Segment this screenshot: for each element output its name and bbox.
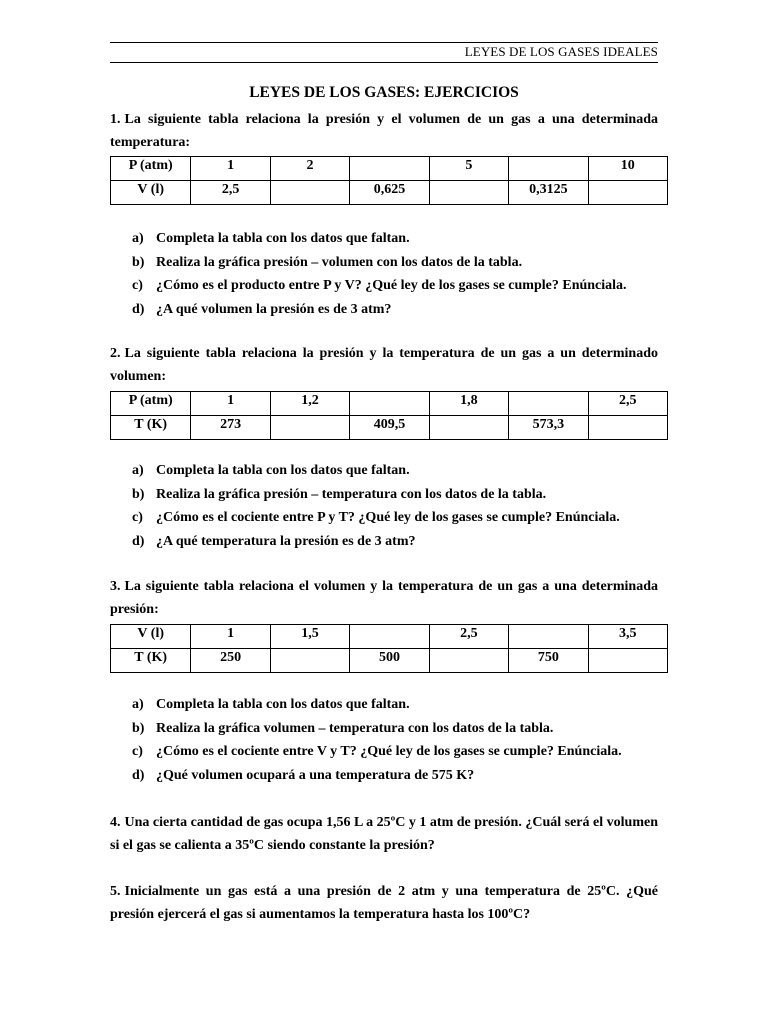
table-cell: 2 xyxy=(270,157,349,181)
table-cell: 2,5 xyxy=(429,625,508,649)
item-text: Realiza la gráfica presión – volumen con los datos de la tabla. xyxy=(156,254,523,270)
exercise-2-statement xyxy=(110,342,658,388)
item-text: Completa la tabla con los datos que faltan. xyxy=(156,697,410,712)
list-item xyxy=(132,301,627,325)
item-text: ¿Cómo es el cociente entre V y T? ¿Qué ley de los gases se cumple? Enúnciala. xyxy=(156,744,622,759)
table-cell: P (atm) xyxy=(111,392,191,416)
exercise-number: 2. xyxy=(110,346,121,361)
item-label: a) xyxy=(132,697,144,712)
running-head: LEYES DE LOS GASES IDEALES xyxy=(464,44,658,59)
exercise-1-items xyxy=(132,230,627,324)
table-row xyxy=(111,181,668,205)
table-cell xyxy=(588,649,667,673)
list-item xyxy=(132,720,622,744)
list-item xyxy=(132,230,627,254)
table-cell xyxy=(509,392,588,416)
exercise-1-statement xyxy=(110,108,658,154)
item-label: c) xyxy=(132,744,143,759)
item-label: d) xyxy=(132,767,145,783)
table-cell: 1,5 xyxy=(270,625,349,649)
table-cell: V (l) xyxy=(111,625,191,649)
table-row xyxy=(111,416,668,440)
table-cell: 1 xyxy=(191,157,270,181)
item-label: d) xyxy=(132,301,145,317)
exercise-text: La siguiente tabla relaciona la presión y el volumen de un gas a una determinada temperatura: xyxy=(110,112,658,150)
table-cell: 573,3 xyxy=(509,416,588,440)
table-cell: 750 xyxy=(509,649,588,673)
table-cell xyxy=(588,181,667,205)
item-label: c) xyxy=(132,278,143,293)
table-cell: 5 xyxy=(429,157,508,181)
exercise-3-items xyxy=(132,696,622,790)
table-row xyxy=(111,625,668,649)
item-text: Completa la tabla con los datos que faltan. xyxy=(156,463,410,478)
header-bottom-rule xyxy=(110,62,658,63)
table-cell xyxy=(350,157,429,181)
list-item xyxy=(132,509,620,533)
list-item xyxy=(132,277,627,301)
exercise-text: La siguiente tabla relaciona la presión y la temperatura de un gas a un determinado volumen: xyxy=(110,346,658,384)
item-text: ¿Qué volumen ocupará a una temperatura de 575 K? xyxy=(156,767,475,783)
exercise-3-table xyxy=(110,624,668,673)
table-cell xyxy=(350,392,429,416)
table-cell: 1 xyxy=(191,625,270,649)
table-cell: 409,5 xyxy=(350,416,429,440)
exercise-2-items xyxy=(132,462,620,556)
exercise-number: 4. xyxy=(110,815,121,830)
exercise-text: La siguiente tabla relaciona el volumen y la temperatura de un gas a una determinada presión: xyxy=(110,579,658,617)
item-label: d) xyxy=(132,533,145,549)
table-cell: 0,625 xyxy=(350,181,429,205)
table-row xyxy=(111,649,668,673)
table-cell: 273 xyxy=(191,416,270,440)
exercise-4-statement xyxy=(110,811,658,857)
table-cell xyxy=(509,625,588,649)
item-text: Realiza la gráfica presión – temperatura con los datos de la tabla. xyxy=(156,486,547,502)
exercise-text: Inicialmente un gas está a una presión de 2 atm y una temperatura de 25ºC. ¿Qué presión ejercerá el gas si aumentamos la temperatura hasta los 100ºC? xyxy=(110,884,658,922)
list-item xyxy=(132,462,620,486)
exercise-2-table xyxy=(110,391,668,440)
list-item xyxy=(132,533,620,557)
item-text: ¿A qué volumen la presión es de 3 atm? xyxy=(156,301,392,317)
list-item xyxy=(132,767,622,791)
table-cell: T (K) xyxy=(111,416,191,440)
item-label: b) xyxy=(132,254,145,270)
item-label: a) xyxy=(132,231,144,246)
table-cell xyxy=(350,625,429,649)
table-cell: 0,3125 xyxy=(509,181,588,205)
table-cell: P (atm) xyxy=(111,157,191,181)
item-text: ¿A qué temperatura la presión es de 3 atm? xyxy=(156,533,416,549)
table-cell xyxy=(429,649,508,673)
table-cell: 250 xyxy=(191,649,270,673)
table-cell: 10 xyxy=(588,157,667,181)
item-label: a) xyxy=(132,463,144,478)
table-cell xyxy=(270,649,349,673)
item-text: Realiza la gráfica volumen – temperatura con los datos de la tabla. xyxy=(156,720,554,736)
table-cell: 2,5 xyxy=(588,392,667,416)
table-cell: 1,8 xyxy=(429,392,508,416)
exercise-text: Una cierta cantidad de gas ocupa 1,56 L a 25ºC y 1 atm de presión. ¿Cuál será el volumen si el gas se calienta a 35ºC siendo constante la presión? xyxy=(110,815,658,853)
exercise-1-table xyxy=(110,156,668,205)
table-cell: V (l) xyxy=(111,181,191,205)
table-cell xyxy=(588,416,667,440)
exercise-3-statement xyxy=(110,575,658,621)
exercise-number: 5. xyxy=(110,884,121,899)
header-top-rule xyxy=(110,42,658,43)
table-row xyxy=(111,392,668,416)
page-title: LEYES DE LOS GASES: EJERCICIOS xyxy=(249,84,519,101)
table-cell xyxy=(270,181,349,205)
table-cell xyxy=(429,416,508,440)
list-item xyxy=(132,743,622,767)
table-cell xyxy=(429,181,508,205)
table-cell: 500 xyxy=(350,649,429,673)
table-cell: 1,2 xyxy=(270,392,349,416)
list-item xyxy=(132,486,620,510)
table-cell: 2,5 xyxy=(191,181,270,205)
table-cell: 3,5 xyxy=(588,625,667,649)
item-text: Completa la tabla con los datos que faltan. xyxy=(156,231,410,246)
item-text: ¿Cómo es el cociente entre P y T? ¿Qué ley de los gases se cumple? Enúnciala. xyxy=(156,510,620,525)
list-item xyxy=(132,696,622,720)
table-cell xyxy=(509,157,588,181)
item-label: b) xyxy=(132,720,145,736)
table-cell xyxy=(270,416,349,440)
exercise-number: 1. xyxy=(110,112,121,127)
item-label: c) xyxy=(132,510,143,525)
item-label: b) xyxy=(132,486,145,502)
exercise-number: 3. xyxy=(110,579,121,594)
exercise-5-statement xyxy=(110,880,658,926)
table-row xyxy=(111,157,668,181)
table-cell: 1 xyxy=(191,392,270,416)
list-item xyxy=(132,254,627,278)
table-cell: T (K) xyxy=(111,649,191,673)
item-text: ¿Cómo es el producto entre P y V? ¿Qué ley de los gases se cumple? Enúnciala. xyxy=(156,278,627,293)
